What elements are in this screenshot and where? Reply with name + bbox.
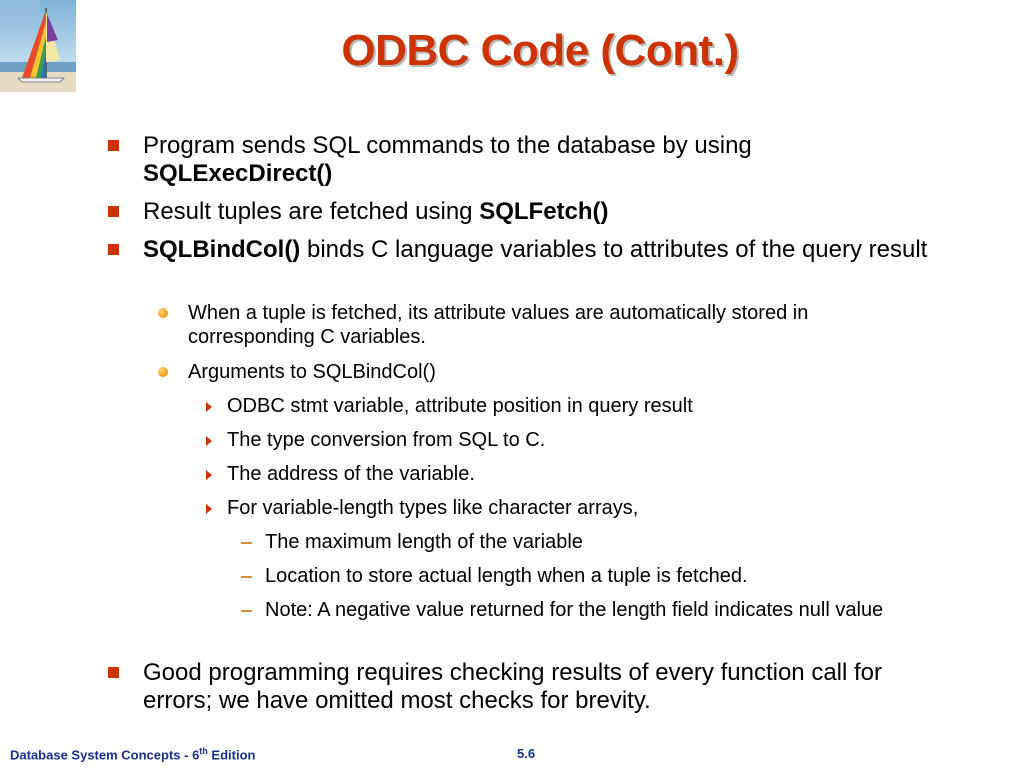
bullet-3-bold: SQLBindCol() bbox=[143, 236, 301, 263]
bullet-3b1: ODBC stmt variable, attribute position in query result bbox=[227, 395, 693, 417]
bullet-2-bold: SQLFetch() bbox=[479, 198, 609, 225]
bullet-3a: When a tuple is fetched, its attribute values are automatically stored in corresponding C variables. bbox=[188, 302, 809, 348]
bullet-4: Good programming requires checking results of every function call for errors; we have omitted most checks for brevity. bbox=[143, 659, 883, 714]
bullet-3b3: The address of the variable. bbox=[227, 463, 475, 485]
bullet-3b4a: The maximum length of the variable bbox=[265, 531, 583, 553]
triangle-bullet-icon bbox=[206, 402, 212, 412]
square-bullet-icon bbox=[108, 244, 119, 255]
footer-book-sup: th bbox=[199, 746, 208, 756]
bullet-3 bbox=[143, 236, 933, 264]
footer-book-prefix: Database System Concepts - 6 bbox=[10, 747, 200, 763]
bullet-3b4c: Note: A negative value returned for the length field indicates null value bbox=[265, 599, 884, 621]
bullet-1-bold: SQLExecDirect() bbox=[143, 160, 333, 187]
bullet-1-text: Program sends SQL commands to the database by using bbox=[143, 132, 752, 159]
bullet-2 bbox=[143, 198, 943, 226]
square-bullet-icon bbox=[108, 140, 119, 151]
dot-bullet-icon bbox=[158, 367, 168, 377]
dash-bullet-icon bbox=[241, 610, 252, 612]
triangle-bullet-icon bbox=[206, 436, 212, 446]
dash-bullet-icon bbox=[241, 576, 252, 578]
triangle-bullet-icon bbox=[206, 504, 212, 514]
footer-book-suffix: Edition bbox=[207, 747, 256, 763]
bullet-3b2: The type conversion from SQL to C. bbox=[227, 429, 546, 451]
slide-title: ODBC Code (Cont.) bbox=[341, 26, 739, 75]
bullet-3-text: binds C language variables to attributes of the query result bbox=[300, 236, 928, 263]
bullet-3b4b: Location to store actual length when a tuple is fetched. bbox=[265, 565, 748, 587]
bullet-1 bbox=[143, 132, 943, 188]
dot-bullet-icon bbox=[158, 308, 168, 318]
bullet-3b4: For variable-length types like character arrays, bbox=[227, 497, 639, 519]
square-bullet-icon bbox=[108, 667, 119, 678]
footer-page-number: 5.6 bbox=[517, 746, 536, 761]
triangle-bullet-icon bbox=[206, 470, 212, 480]
dash-bullet-icon bbox=[241, 542, 252, 544]
footer-book-title bbox=[10, 746, 255, 762]
bullet-3b: Arguments to SQLBindCol() bbox=[188, 361, 436, 383]
square-bullet-icon bbox=[108, 206, 119, 217]
bullet-2-text: Result tuples are fetched using bbox=[143, 198, 480, 225]
